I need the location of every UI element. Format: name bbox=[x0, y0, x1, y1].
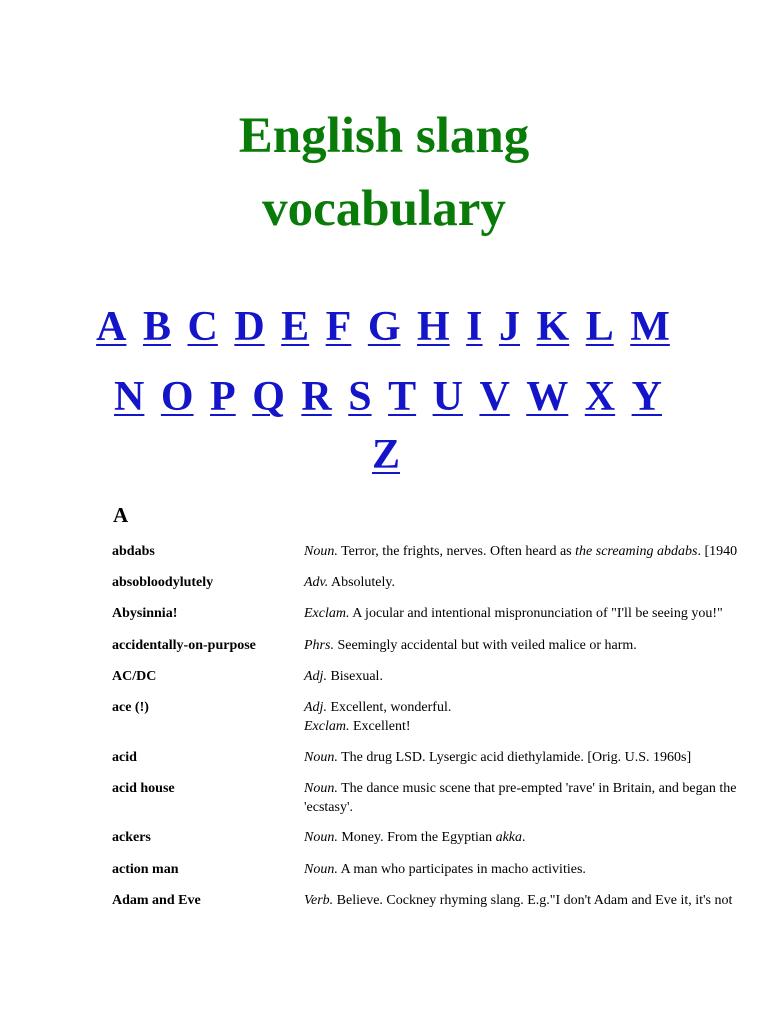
letter-link-k[interactable]: K bbox=[536, 304, 570, 350]
letter-link-w[interactable]: W bbox=[526, 374, 569, 420]
letter-link-t[interactable]: T bbox=[388, 374, 417, 420]
part-of-speech: Exclam. bbox=[304, 719, 350, 734]
letter-link-v[interactable]: V bbox=[479, 374, 510, 420]
letter-link-i[interactable]: I bbox=[466, 304, 483, 350]
definition-line bbox=[304, 798, 768, 817]
part-of-speech: Noun. bbox=[304, 544, 338, 559]
letter-link-z[interactable]: Z bbox=[371, 432, 400, 478]
letter-link-s[interactable]: S bbox=[348, 374, 372, 420]
letter-link-a[interactable]: A bbox=[96, 304, 127, 350]
part-of-speech: Adj. bbox=[304, 700, 327, 715]
letter-link-d[interactable]: D bbox=[234, 304, 265, 350]
alphabet-index-row-3 bbox=[2, 420, 768, 490]
part-of-speech: Noun. bbox=[304, 830, 338, 845]
definition-line bbox=[304, 748, 768, 767]
entry-definition bbox=[304, 573, 768, 592]
letter-link-o[interactable]: O bbox=[160, 374, 194, 420]
definition-line bbox=[304, 891, 768, 910]
part-of-speech: Noun. bbox=[304, 781, 338, 796]
letter-link-b[interactable]: B bbox=[142, 304, 171, 350]
definition-line bbox=[304, 828, 768, 847]
definition-text: Absolutely. bbox=[328, 575, 395, 590]
letter-link-u[interactable]: U bbox=[432, 374, 463, 420]
definition-text: A man who participates in macho activities. bbox=[337, 862, 586, 877]
definition-text: . bbox=[522, 830, 526, 845]
title-line-2: vocabulary bbox=[262, 181, 506, 237]
definition-line bbox=[304, 860, 768, 879]
entry-definition bbox=[304, 698, 768, 736]
part-of-speech: Adv. bbox=[304, 575, 329, 590]
definition-text: Excellent, wonderful. bbox=[326, 700, 452, 715]
definition-line bbox=[304, 667, 768, 686]
entry-term: action man bbox=[112, 862, 179, 877]
entry-term: AC/DC bbox=[112, 669, 157, 684]
entry-term: Abysinnia! bbox=[112, 606, 178, 621]
page-title bbox=[0, 100, 768, 246]
entry-definition bbox=[304, 779, 768, 817]
entry-term: Adam and Eve bbox=[112, 893, 201, 908]
definition-text: 'ecstasy'. bbox=[304, 800, 353, 815]
entry-term: abdabs bbox=[112, 544, 155, 559]
part-of-speech: Verb. bbox=[304, 893, 334, 908]
entry-definition bbox=[304, 604, 768, 623]
entry-definition bbox=[304, 828, 768, 847]
entry-term: absobloodylutely bbox=[112, 575, 214, 590]
entry-definition bbox=[304, 542, 768, 561]
definition-text: Money. From the Egyptian bbox=[337, 830, 496, 845]
entry-definition bbox=[304, 748, 768, 767]
definition-text: A jocular and intentional mispronunciation of "I'll be seeing you!" bbox=[349, 606, 723, 621]
entry-term: acid house bbox=[112, 781, 175, 796]
definition-line bbox=[304, 573, 768, 592]
letter-link-l[interactable]: L bbox=[585, 304, 614, 350]
letter-link-y[interactable]: Y bbox=[631, 374, 662, 420]
definition-line bbox=[304, 717, 768, 736]
letter-link-x[interactable]: X bbox=[584, 374, 616, 420]
definition-line bbox=[304, 604, 768, 623]
entry-definition bbox=[304, 636, 768, 655]
definition-text: . [1940 bbox=[697, 544, 738, 559]
entry-definition bbox=[304, 891, 768, 910]
letter-link-r[interactable]: R bbox=[301, 374, 332, 420]
title-line-1: English slang bbox=[238, 108, 530, 164]
definition-line bbox=[304, 698, 768, 717]
entry-definition bbox=[304, 667, 768, 686]
letter-link-j[interactable]: J bbox=[499, 304, 521, 350]
letter-link-n[interactable]: N bbox=[114, 374, 145, 420]
part-of-speech: Exclam. bbox=[304, 606, 350, 621]
entry-term: acid bbox=[112, 750, 137, 765]
definition-text: The dance music scene that pre-empted 'rave' in Britain, and began the bbox=[337, 781, 737, 796]
section-heading: A bbox=[113, 503, 129, 527]
part-of-speech: Adj. bbox=[304, 669, 327, 684]
letter-link-g[interactable]: G bbox=[367, 304, 401, 350]
letter-link-h[interactable]: H bbox=[417, 304, 450, 350]
definition-text: Bisexual. bbox=[326, 669, 383, 684]
definition-line bbox=[304, 542, 768, 561]
emphasis-text: the screaming abdabs bbox=[575, 544, 698, 559]
letter-link-m[interactable]: M bbox=[630, 304, 670, 350]
definition-text: Excellent! bbox=[349, 719, 411, 734]
definition-line bbox=[304, 636, 768, 655]
alphabet-index-row-1 bbox=[0, 292, 767, 362]
letter-link-f[interactable]: F bbox=[325, 304, 352, 350]
definition-text: The drug LSD. Lysergic acid diethylamide. [Orig. U.S. 1960s] bbox=[337, 750, 692, 765]
entry-term: ackers bbox=[112, 830, 151, 845]
definition-text: Terror, the frights, nerves. Often heard as bbox=[337, 544, 576, 559]
letter-link-q[interactable]: Q bbox=[252, 374, 285, 420]
entry-definition bbox=[304, 860, 768, 879]
part-of-speech: Noun. bbox=[304, 750, 338, 765]
letter-link-c[interactable]: C bbox=[187, 304, 218, 350]
entry-term: accidentally-on-purpose bbox=[112, 638, 256, 653]
definition-text: Seemingly accidental but with veiled malice or harm. bbox=[333, 638, 637, 653]
definition-text: Believe. Cockney rhyming slang. E.g."I don't Adam and Eve it, it's not bbox=[333, 893, 733, 908]
letter-link-p[interactable]: P bbox=[210, 374, 236, 420]
emphasis-text: akka bbox=[495, 830, 523, 845]
part-of-speech: Phrs. bbox=[304, 638, 334, 653]
letter-link-e[interactable]: E bbox=[281, 304, 310, 350]
definition-line bbox=[304, 779, 768, 798]
part-of-speech: Noun. bbox=[304, 862, 338, 877]
entry-term: ace (!) bbox=[112, 700, 149, 715]
